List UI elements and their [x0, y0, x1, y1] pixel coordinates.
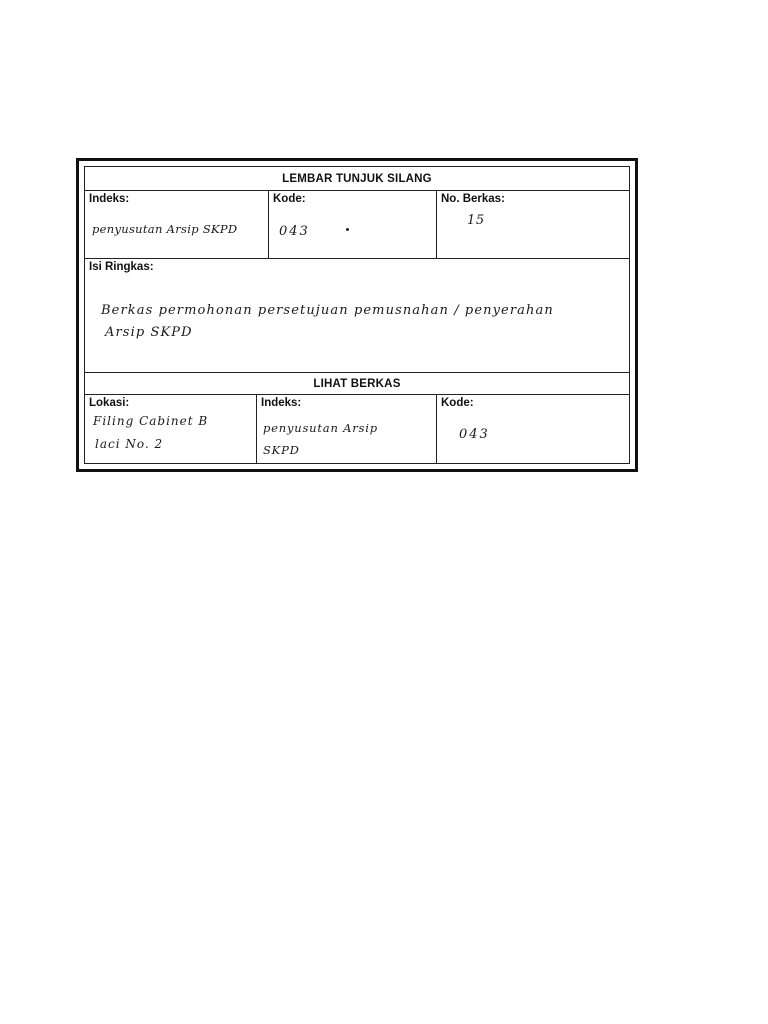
card-title: LEMBAR TUNJUK SILANG: [282, 172, 432, 185]
index-label: Indeks:: [89, 193, 130, 205]
see-code-label: Kode:: [441, 397, 474, 409]
summary-label: Isi Ringkas:: [89, 261, 154, 273]
location-cell: [85, 395, 257, 463]
see-index-line-1: penyusutan Arsip: [263, 421, 378, 435]
see-code-value: 043: [459, 427, 490, 442]
card-inner-frame: [84, 166, 630, 464]
see-index-line-2: SKPD: [263, 443, 300, 457]
location-line-2: laci No. 2: [95, 437, 164, 451]
see-file-title-row: [85, 373, 629, 395]
index-row: [85, 191, 629, 259]
see-index-label: Indeks:: [261, 397, 302, 409]
summary-row: [85, 259, 629, 373]
file-number-cell: [437, 191, 629, 258]
summary-line-1: Berkas permohonan persetujuan pemusnahan / penyerahan: [101, 303, 554, 318]
index-cell: [85, 191, 269, 258]
location-label: Lokasi:: [89, 397, 130, 409]
index-value: penyusutan Arsip SKPD: [92, 222, 238, 236]
code-value: 043: [279, 224, 310, 239]
card-title-row: [85, 167, 629, 191]
cross-reference-sheet: [76, 158, 638, 472]
location-line-1: Filing Cabinet B: [93, 414, 209, 428]
see-code-cell: [437, 395, 629, 463]
see-file-row: [85, 395, 629, 463]
summary-line-2: Arsip SKPD: [105, 325, 193, 340]
file-number-value: 15: [467, 213, 485, 228]
code-cell: [269, 191, 437, 258]
file-number-label: No. Berkas:: [441, 193, 505, 205]
see-file-title: LIHAT BERKAS: [313, 377, 401, 390]
ink-dot: [346, 228, 349, 231]
code-label: Kode:: [273, 193, 306, 205]
see-index-cell: [257, 395, 437, 463]
